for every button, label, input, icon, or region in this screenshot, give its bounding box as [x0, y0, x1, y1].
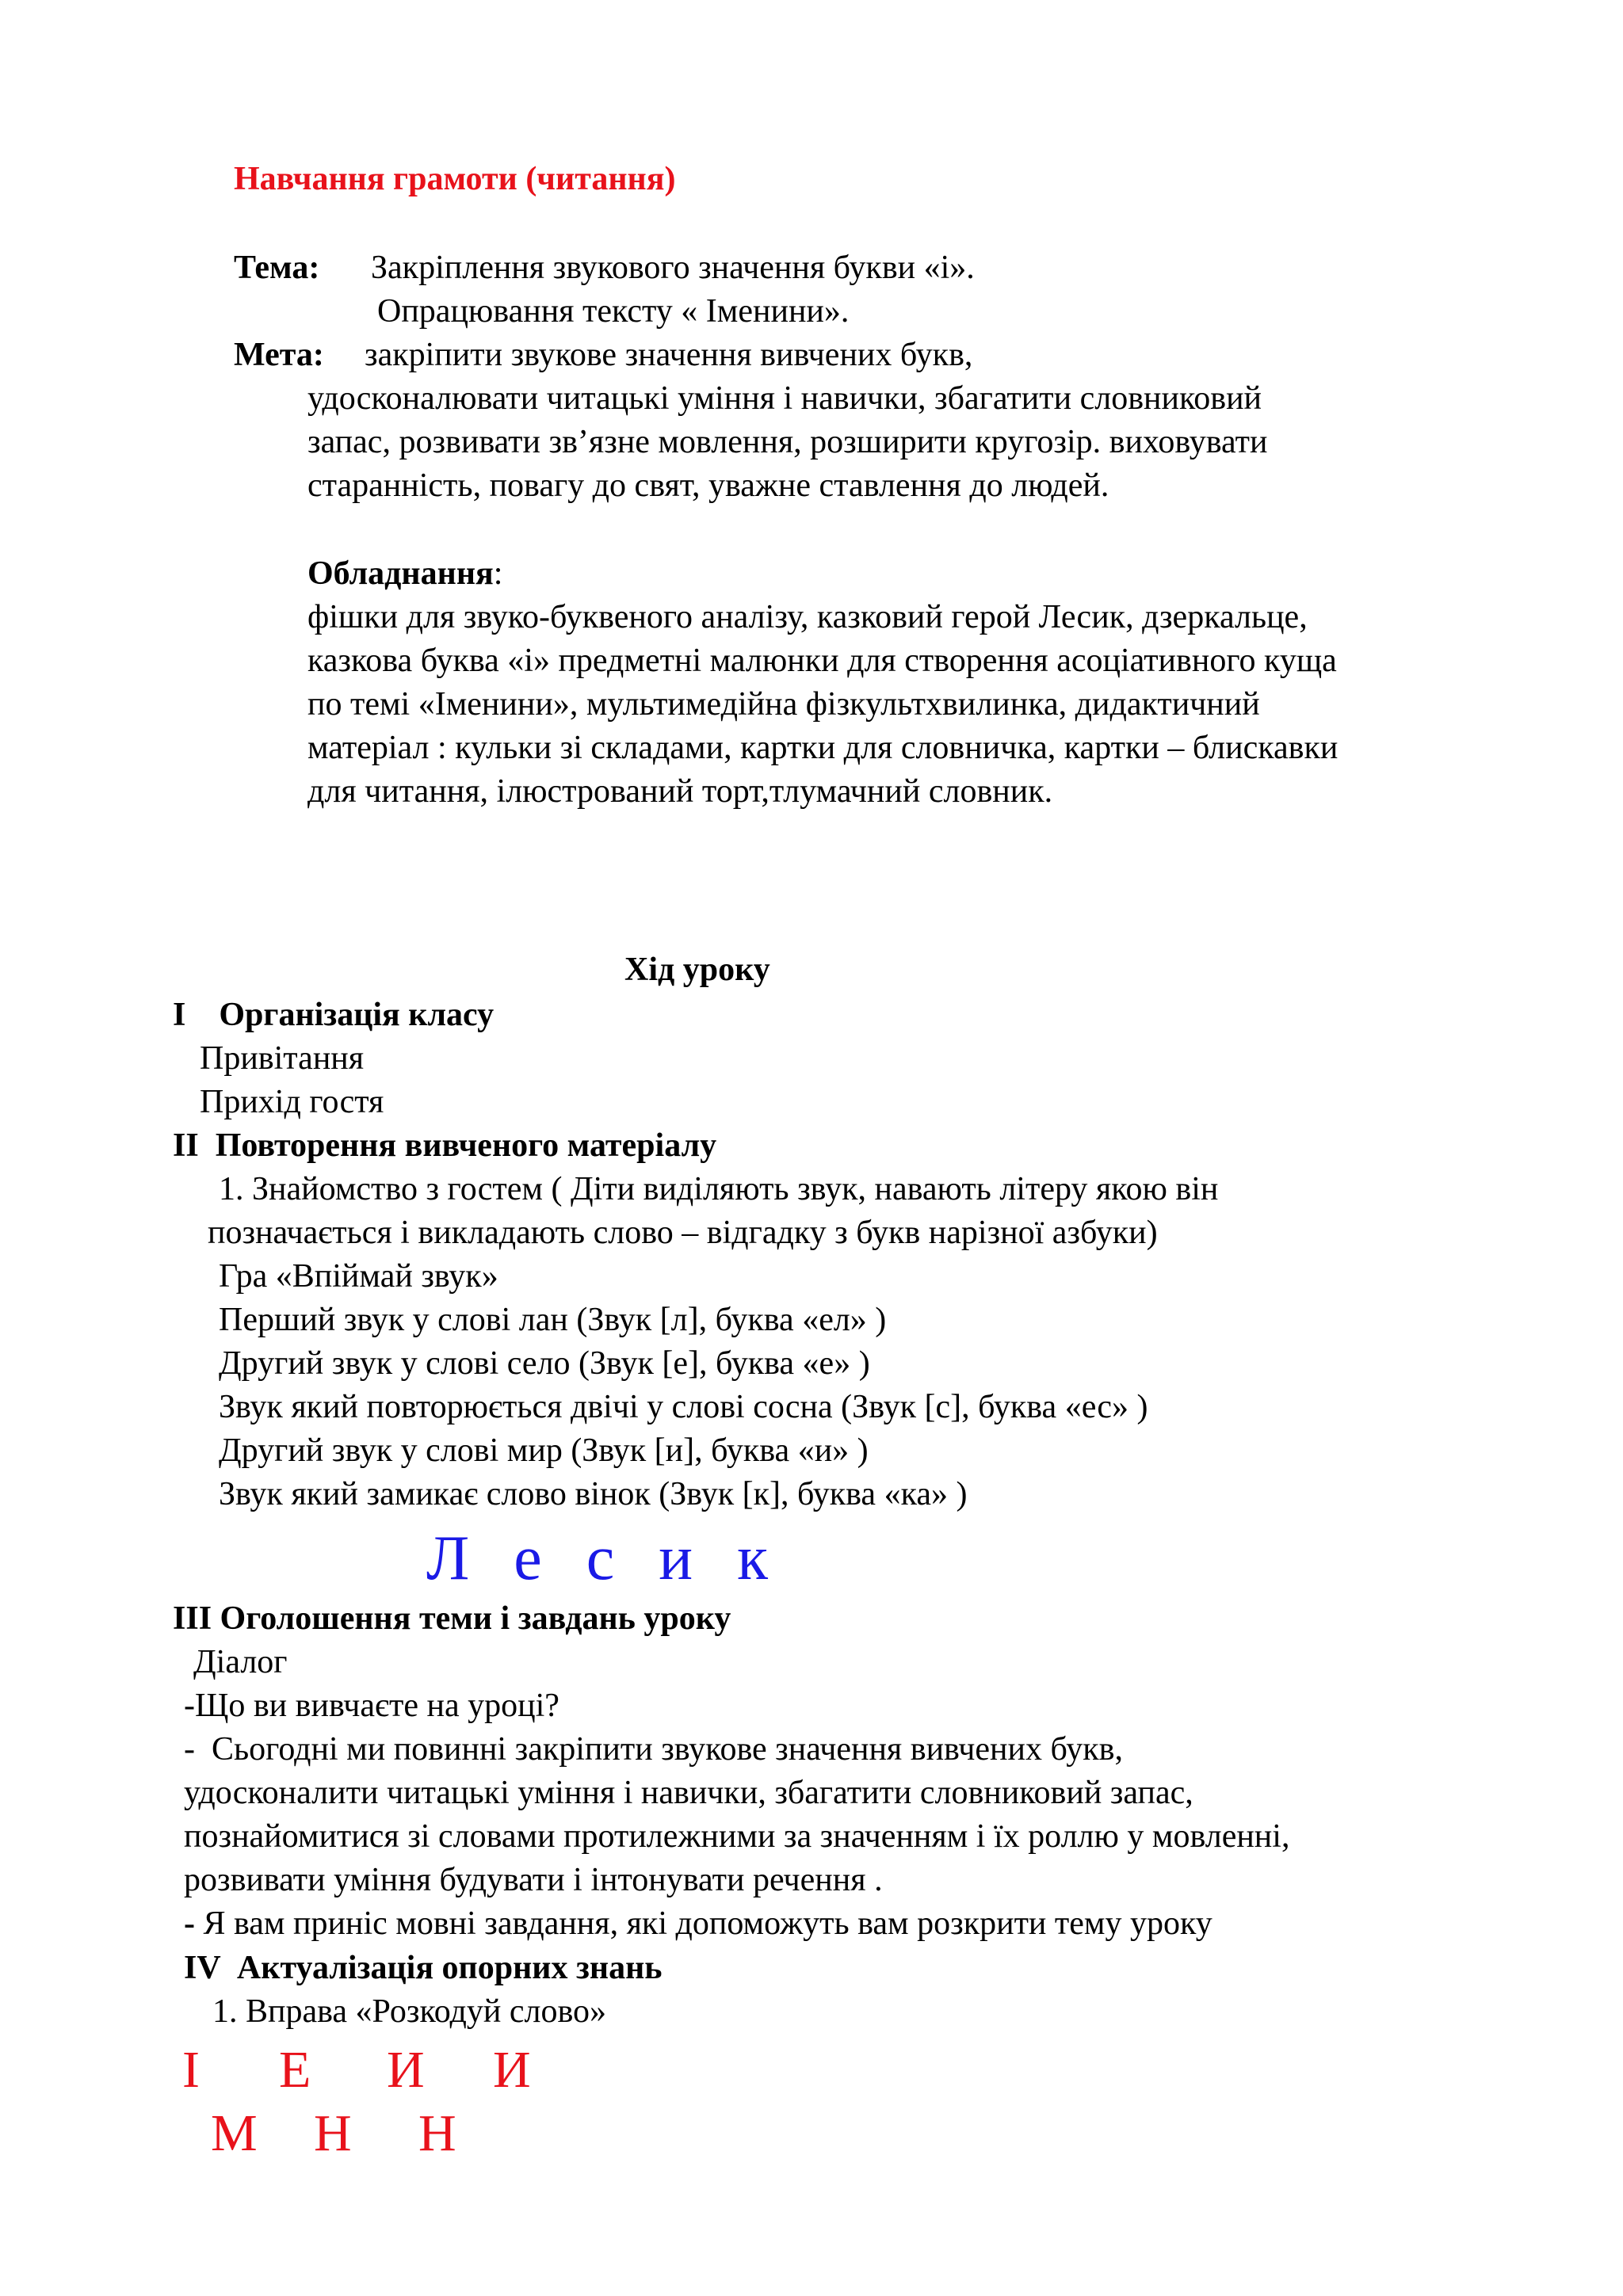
- section-2-line-6: Звук який повторюється двічі у слові сосна (Звук [с], буква «ес» ): [219, 1389, 1148, 1425]
- topic-label: Тема:: [234, 250, 320, 286]
- section-4-line-1: 1. Вправа «Розкодуй слово»: [212, 1993, 607, 2030]
- goal-line-1: закріпити звукове значення вивчених букв,: [365, 337, 973, 373]
- code-letter-2: Е: [279, 2041, 311, 2099]
- code-letter-5: М: [211, 2104, 258, 2162]
- equipment-line-1: фішки для звуко-буквеного аналізу, казковий герой Лесик, дзеркальце,: [307, 599, 1308, 635]
- section-2-line-4: Перший звук у слові лан (Звук [л], буква «ел» ): [219, 1302, 887, 1338]
- section-1-item-1: Привітання: [200, 1040, 365, 1077]
- subject-heading: Навчання грамоти (читання): [234, 161, 676, 197]
- section-3-line-7: [184, 1903, 1212, 1944]
- section-3-line-7-dash: -: [184, 1905, 204, 1942]
- section-2-line-7: Другий звук у слові мир (Звук [и], буква «и» ): [219, 1432, 869, 1469]
- section-2-line-2: позначається і викладають слово – відгадку з букв нарізної азбуки): [208, 1215, 1158, 1251]
- code-letter-3: И: [387, 2041, 425, 2099]
- section-3-line-7-text: Я вам приніс мовні завдання, які допоможуть вам розкрити тему уроку: [203, 1905, 1212, 1942]
- section-2-line-1: 1. Знайомство з гостем ( Діти виділяють звук, навають літеру якою він: [219, 1171, 1219, 1207]
- section-2-heading: II Повторення вивченого матеріалу: [173, 1127, 717, 1164]
- equipment-line-2: казкова буква «і» предметні малюнки для створення асоціативного куща: [307, 643, 1337, 679]
- code-letter-6: Н: [314, 2104, 352, 2162]
- section-3-line-2: -Що ви вивчаєте на уроці?: [184, 1688, 559, 1724]
- lesson-title: Хід уроку: [624, 952, 770, 988]
- section-3-line-6: розвивати уміння будувати і інтонувати речення .: [184, 1862, 883, 1898]
- section-2-line-3: Гра «Впіймай звук»: [219, 1258, 498, 1295]
- equipment-label: Обладнання: [307, 555, 494, 592]
- equipment-line-5: для читання, ілюстрований торт,тлумачний словник.: [307, 773, 1053, 810]
- code-letter-4: И: [493, 2041, 531, 2099]
- section-3-line-1: Діалог: [193, 1644, 288, 1680]
- goal-label: Мета:: [234, 337, 324, 373]
- section-1-item-2: Прихід гостя: [200, 1084, 384, 1120]
- section-2-line-8: Звук який замикає слово вінок (Звук [к], буква «ка» ): [219, 1476, 968, 1512]
- section-3-line-5: познайомитися зі словами протилежними за значенням і їх роллю у мовленні,: [184, 1818, 1290, 1855]
- equipment-line-4: матеріал : кульки зі складами, картки для словничка, картки – блискавки: [307, 730, 1338, 766]
- section-3-line-4: удосконалити читацькі уміння і навички, збагатити словниковий запас,: [184, 1775, 1193, 1811]
- code-letter-7: Н: [418, 2104, 456, 2162]
- code-letter-1: І: [182, 2041, 200, 2099]
- section-4-heading: IV Актуалізація опорних знань: [184, 1950, 663, 1986]
- equipment-colon: :: [493, 555, 503, 592]
- goal-line-3: запас, розвивати зв’язне мовлення, розширити кругозір. виховувати: [307, 424, 1268, 460]
- section-1-heading: I Організація класу: [173, 997, 495, 1033]
- equipment-line-3: по темі «Іменини», мультимедійна фізкультхвилинка, дидактичний: [307, 686, 1260, 723]
- section-2-line-5: Другий звук у слові село (Звук [е], буква «е» ): [219, 1345, 870, 1382]
- equipment-heading: [307, 553, 502, 594]
- topic-line-1: Закріплення звукового значення букви «і».: [371, 250, 975, 286]
- goal-line-4: старанність, повагу до свят, уважне ставлення до людей.: [307, 467, 1109, 504]
- section-3-line-3: - Сьогодні ми повинні закріпити звукове значення вивчених букв,: [184, 1731, 1124, 1768]
- answer-word-lesyk: Л е с и к: [426, 1524, 782, 1593]
- section-3-heading: III Оголошення теми і завдань уроку: [173, 1600, 731, 1637]
- goal-line-2: удосконалювати читацькі уміння і навички, збагатити словниковий: [307, 380, 1262, 417]
- topic-line-2: Опрацювання тексту « Іменини».: [377, 293, 850, 330]
